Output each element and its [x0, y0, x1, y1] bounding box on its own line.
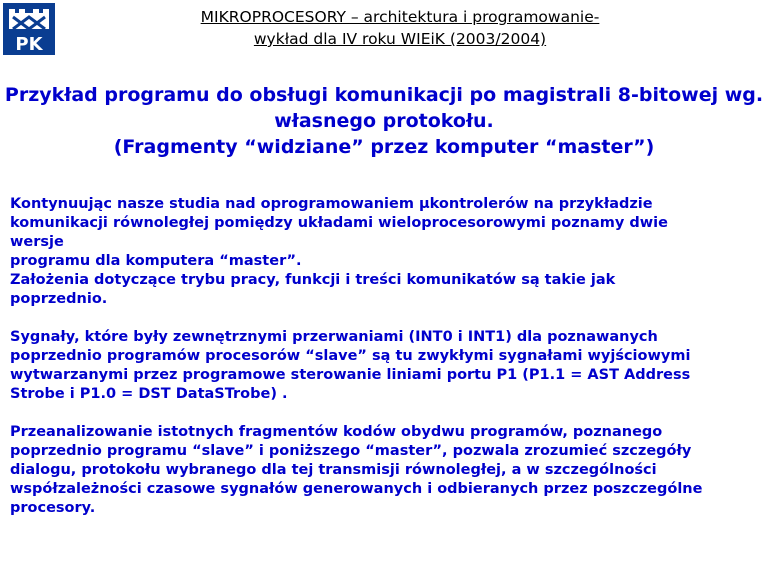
text-line: wytwarzanymi przez programowe sterowanie liniami portu P1 (P1.1 = AST Address — [10, 367, 691, 383]
text-line: poprzednio programów procesorów “slave” są tu zwykłymi sygnałami wyjściowymi — [10, 348, 691, 364]
text-line: wersje — [10, 234, 64, 250]
text-line: Kontynuując nasze studia nad oprogramowaniem µkontrolerów na przykładzie — [10, 196, 653, 212]
text-line: Strobe i P1.0 = DST DataSTrobe) . — [10, 386, 288, 402]
paragraph-2 — [10, 328, 760, 404]
text-line: współzależności czasowe sygnałów generowanych i odbieranych przez poszczególne — [10, 481, 703, 497]
title-line-1: Przykład programu do obsługi komunikacji po magistrali 8-bitowej wg. — [4, 84, 764, 106]
text-line: poprzednio programu “slave” i poniższego “master”, pozwala zrozumieć szczegóły — [10, 443, 692, 459]
university-logo — [3, 3, 55, 55]
text-line: Sygnały, które były zewnętrznymi przerwaniami (INT0 i INT1) dla poznawanych — [10, 329, 658, 345]
slide-body — [10, 195, 760, 518]
text-line: komunikacji równoległej pomiędzy układami wieloprocesorowymi poznamy dwie — [10, 215, 668, 231]
slide-title — [0, 82, 768, 160]
text-line: dialogu, protokołu wybranego dla tej transmisji równoległej, a w szczególności — [10, 462, 657, 478]
paragraph-3 — [10, 423, 760, 518]
header-line-2: wykład dla IV roku WIEiK (2003/2004) — [253, 30, 547, 48]
course-header — [60, 6, 740, 50]
text-line: Założenia dotyczące trybu pracy, funkcji i treści komunikatów są takie jak — [10, 272, 616, 288]
header-line-1: MIKROPROCESORY – architektura i programowanie- — [200, 8, 600, 26]
title-line-2: własnego protokołu. — [274, 110, 494, 132]
title-line-3: (Fragmenty “widziane” przez komputer “master”) — [113, 136, 655, 158]
paragraph-1 — [10, 195, 760, 309]
text-line: programu dla komputera “master”. — [10, 253, 302, 269]
text-line: Przeanalizowanie istotnych fragmentów kodów obydwu programów, poznanego — [10, 424, 663, 440]
pk-logo-icon — [3, 3, 55, 55]
logo-text: PK — [15, 34, 43, 55]
text-line: poprzednio. — [10, 291, 108, 307]
text-line: procesory. — [10, 500, 96, 516]
